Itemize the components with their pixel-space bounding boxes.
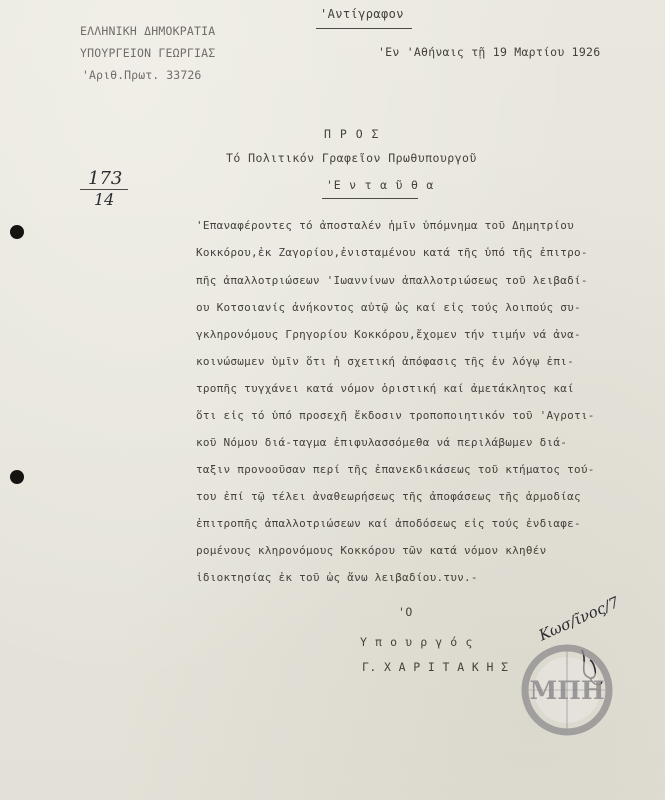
archive-stamp-seal (520, 643, 614, 737)
recipient-office: Τό Πολιτικόν Γραφεῖον Πρωθυπουργοῦ (226, 151, 477, 165)
body-line-2: Κοκκόρου,ἐκ Ζαγορίου,ἐνισταμένου κατά τῆς ὑπό τῆς ἐπιτρο- (196, 246, 588, 259)
margin-note-top: 173 (88, 168, 123, 189)
archive-stamp-text: ΜΠΗ (529, 676, 605, 705)
body-line-7: τροπῆς τυγχάνει κατά νόμον ὁριστική καί ἀμετάκλητος καί (196, 382, 574, 395)
copy-label: 'Αντίγραφον (320, 7, 404, 21)
body-line-5: γκληρονόμους Γρηγορίου Κοκκόρου,ἔχομεν τήν τιμήν νά ἀνα- (196, 328, 581, 341)
body-line-8: ὅτι εἰς τό ὑπό προσεχῆ ἔκδοσιν τροποποιητικόν τοῦ 'Αγροτι- (196, 409, 595, 422)
signature-article: 'Ο (398, 605, 413, 619)
place-date: 'Εν 'Αθήναις τῇ 19 Μαρτίου 1926 (378, 45, 601, 59)
signature-title: Υ π ο υ ρ γ ό ς (360, 635, 473, 649)
body-line-12: ἐπιτροπῆς ἀπαλλοτριώσεων καί ἀποδόσεως εἰς τούς ἐνδιαφε- (196, 517, 581, 530)
body-line-6: κοινώσωμεν ὑμῖν ὅτι ἡ σχετική ἀπόφασις τῆς ἐν λόγῳ ἐπι- (196, 355, 574, 368)
handwritten-signature: Κωσ/ῖνος/7 (536, 593, 622, 645)
body-line-9: κοῦ Νόμου διά-ταγμα ἐπιφυλασσόμεθα νά περιλάβωμεν διά- (196, 436, 568, 449)
body-line-4: ου Κοτσοιανίς ἀνήκοντος αὐτῷ ὡς καί εἰς τούς λοιπούς συ- (196, 301, 581, 314)
recipient-location: 'Ε ν τ α ῦ θ α (326, 178, 435, 192)
letterhead-line-1: ΕΛΛΗΝΙΚΗ ΔΗΜΟΚΡΑΤΙΑ (80, 24, 216, 38)
body-line-14: ἰδιοκτησίας ἐκ τοῦ ὡς ἄνω λειβαδίου.τυν.- (196, 571, 478, 584)
copy-label-underline (316, 28, 412, 29)
body-line-1: 'Επαναφέροντες τό ἀποσταλέν ἡμῖν ὑπόμνημα τοῦ Δημητρίου (196, 219, 574, 232)
recipient-location-underline (322, 198, 418, 199)
protocol-number: 'Αριθ.Πρωτ. 33726 (82, 68, 202, 82)
signature-name: Γ. Χ Α Ρ Ι Τ Α Κ Η Σ (362, 660, 509, 674)
punch-hole-top (10, 225, 24, 239)
letterhead-line-2: ΥΠΟΥΡΓΕΙΟΝ ΓΕΩΡΓΙΑΣ (80, 46, 216, 60)
margin-note-bottom: 14 (94, 190, 115, 209)
body-line-11: του ἐπί τῷ τέλει ἀναθεωρήσεως τῆς ἀποφάσεως τῆς ἁρμοδίας (196, 490, 581, 503)
body-line-13: ρομένους κληρονόμους Κοκκόρου τῶν κατά νόμον κληθέν (196, 544, 547, 557)
body-line-10: ταξιν προνοοῦσαν περί τῆς ἐπανεκδικάσεως τοῦ κτήματος τού- (196, 463, 595, 476)
body-line-3: πῆς ἀπαλλοτριώσεων 'Ιωαννίνων ἀπαλλοτριώσεως τοῦ λειβαδί- (196, 274, 588, 287)
recipient-pros: Π Ρ Ο Σ (324, 127, 380, 141)
punch-hole-bottom (10, 470, 24, 484)
